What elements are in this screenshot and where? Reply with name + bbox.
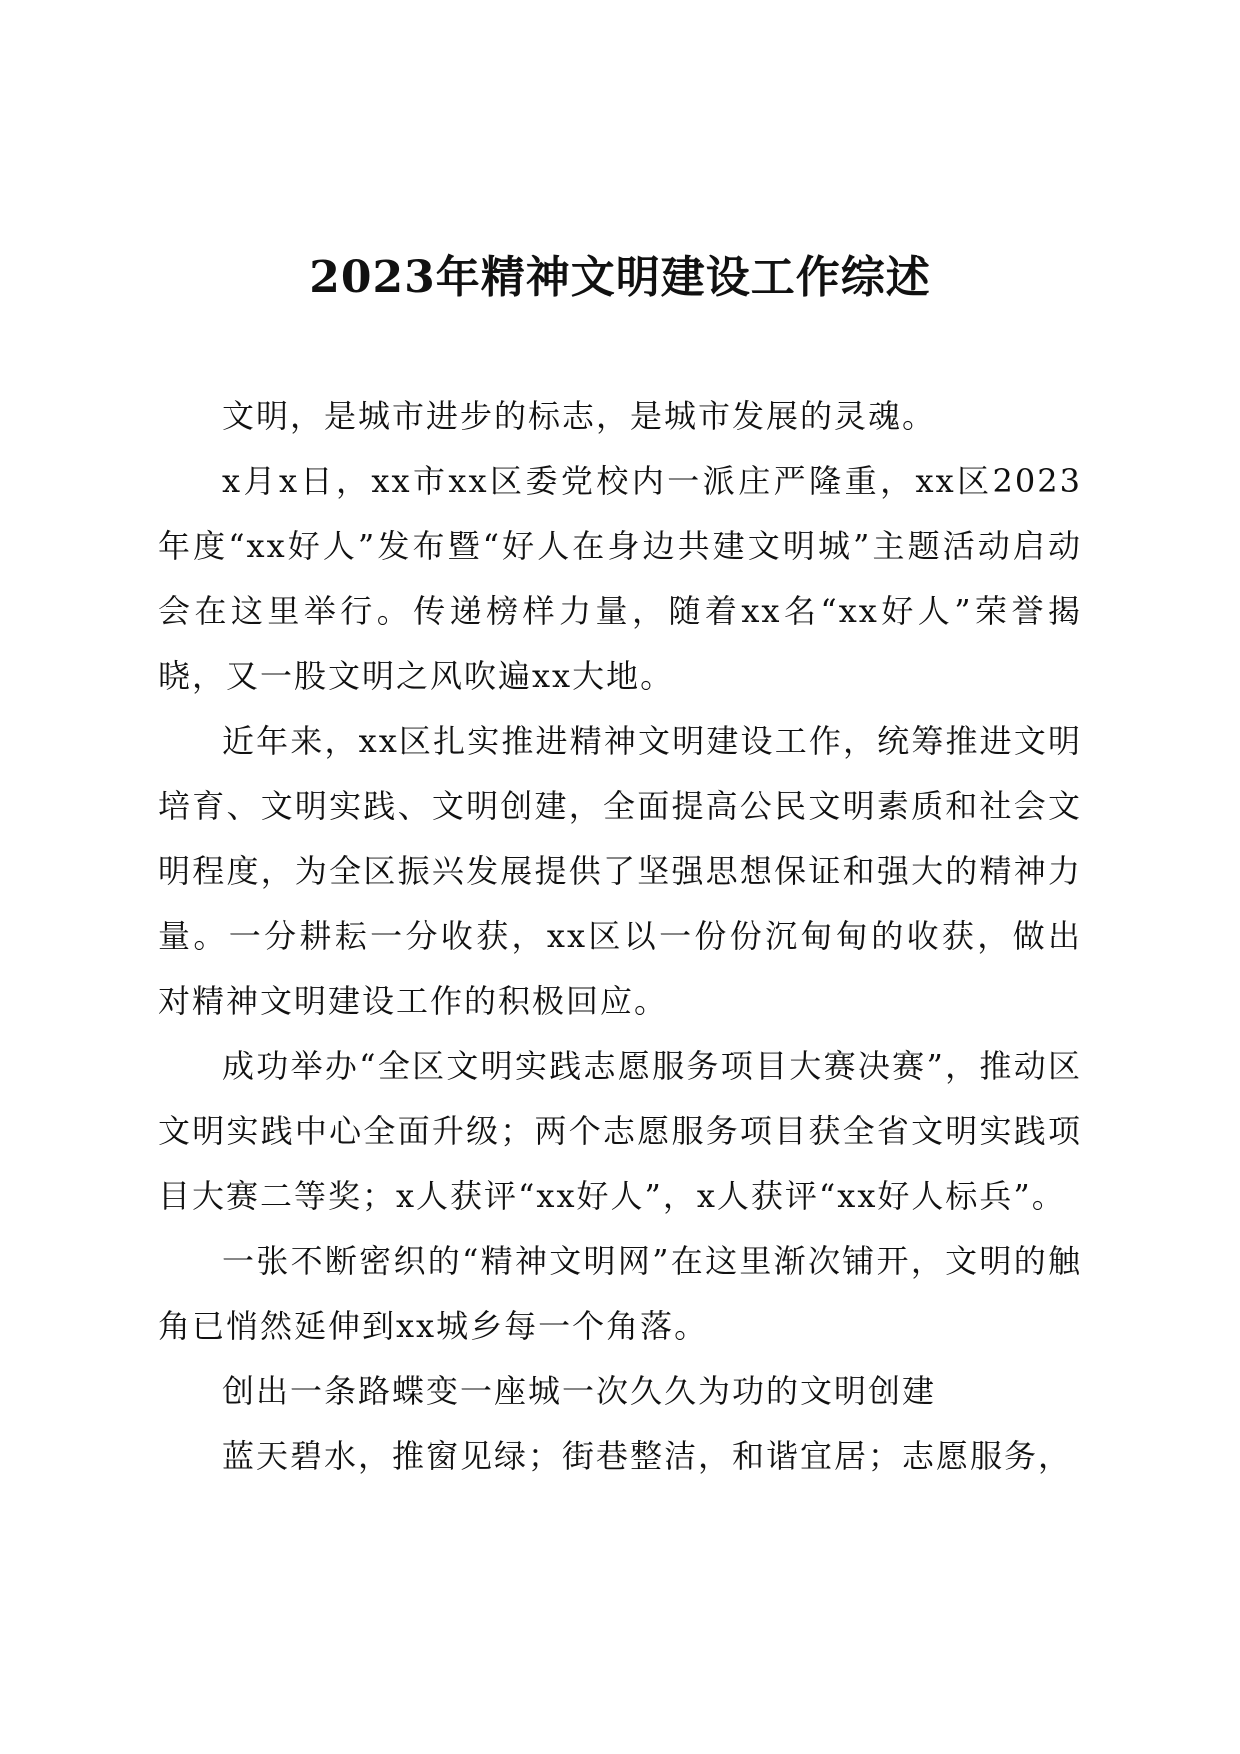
document-body — [158, 384, 1082, 1489]
section-heading: 创出一条路蝶变一座城一次久久为功的文明创建 — [222, 1372, 937, 1410]
paragraph-achievements: 成功举办“全区文明实践志愿服务项目大赛决赛”，推动区文明实践中心全面升级；两个志愿服务项目获全省文明实践项目大赛二等奖；x人获评“xx好人”，x人获评“xx好人标兵”。 — [158, 1047, 1082, 1215]
paragraph-network: 一张不断密织的“精神文明网”在这里渐次铺开，文明的触角已悄然延伸到xx城乡每一个角落。 — [158, 1242, 1082, 1345]
paragraph-environment: 蓝天碧水，推窗见绿；街巷整洁，和谐宜居；志愿服务， — [222, 1437, 1073, 1475]
paragraph-intro: 文明，是城市进步的标志，是城市发展的灵魂。 — [222, 397, 937, 435]
paragraph-event: x月x日，xx市xx区委党校内一派庄严隆重，xx区2023年度“xx好人”发布暨“好人在身边共建文明城”主题活动启动会在这里举行。传递榜样力量，随着xx名“xx好人”荣誉揭晓，又一股文明之风吹遍xx大地。 — [158, 462, 1082, 695]
document-title: 2023年精神文明建设工作综述 — [309, 252, 931, 303]
paragraph-overview: 近年来，xx区扎实推进精神文明建设工作，统筹推进文明培育、文明实践、文明创建，全面提高公民文明素质和社会文明程度，为全区振兴发展提供了坚强思想保证和强大的精神力量。一分耕耘一分收获，xx区以一份份沉甸甸的收获，做出对精神文明建设工作的积极回应。 — [158, 722, 1082, 1020]
